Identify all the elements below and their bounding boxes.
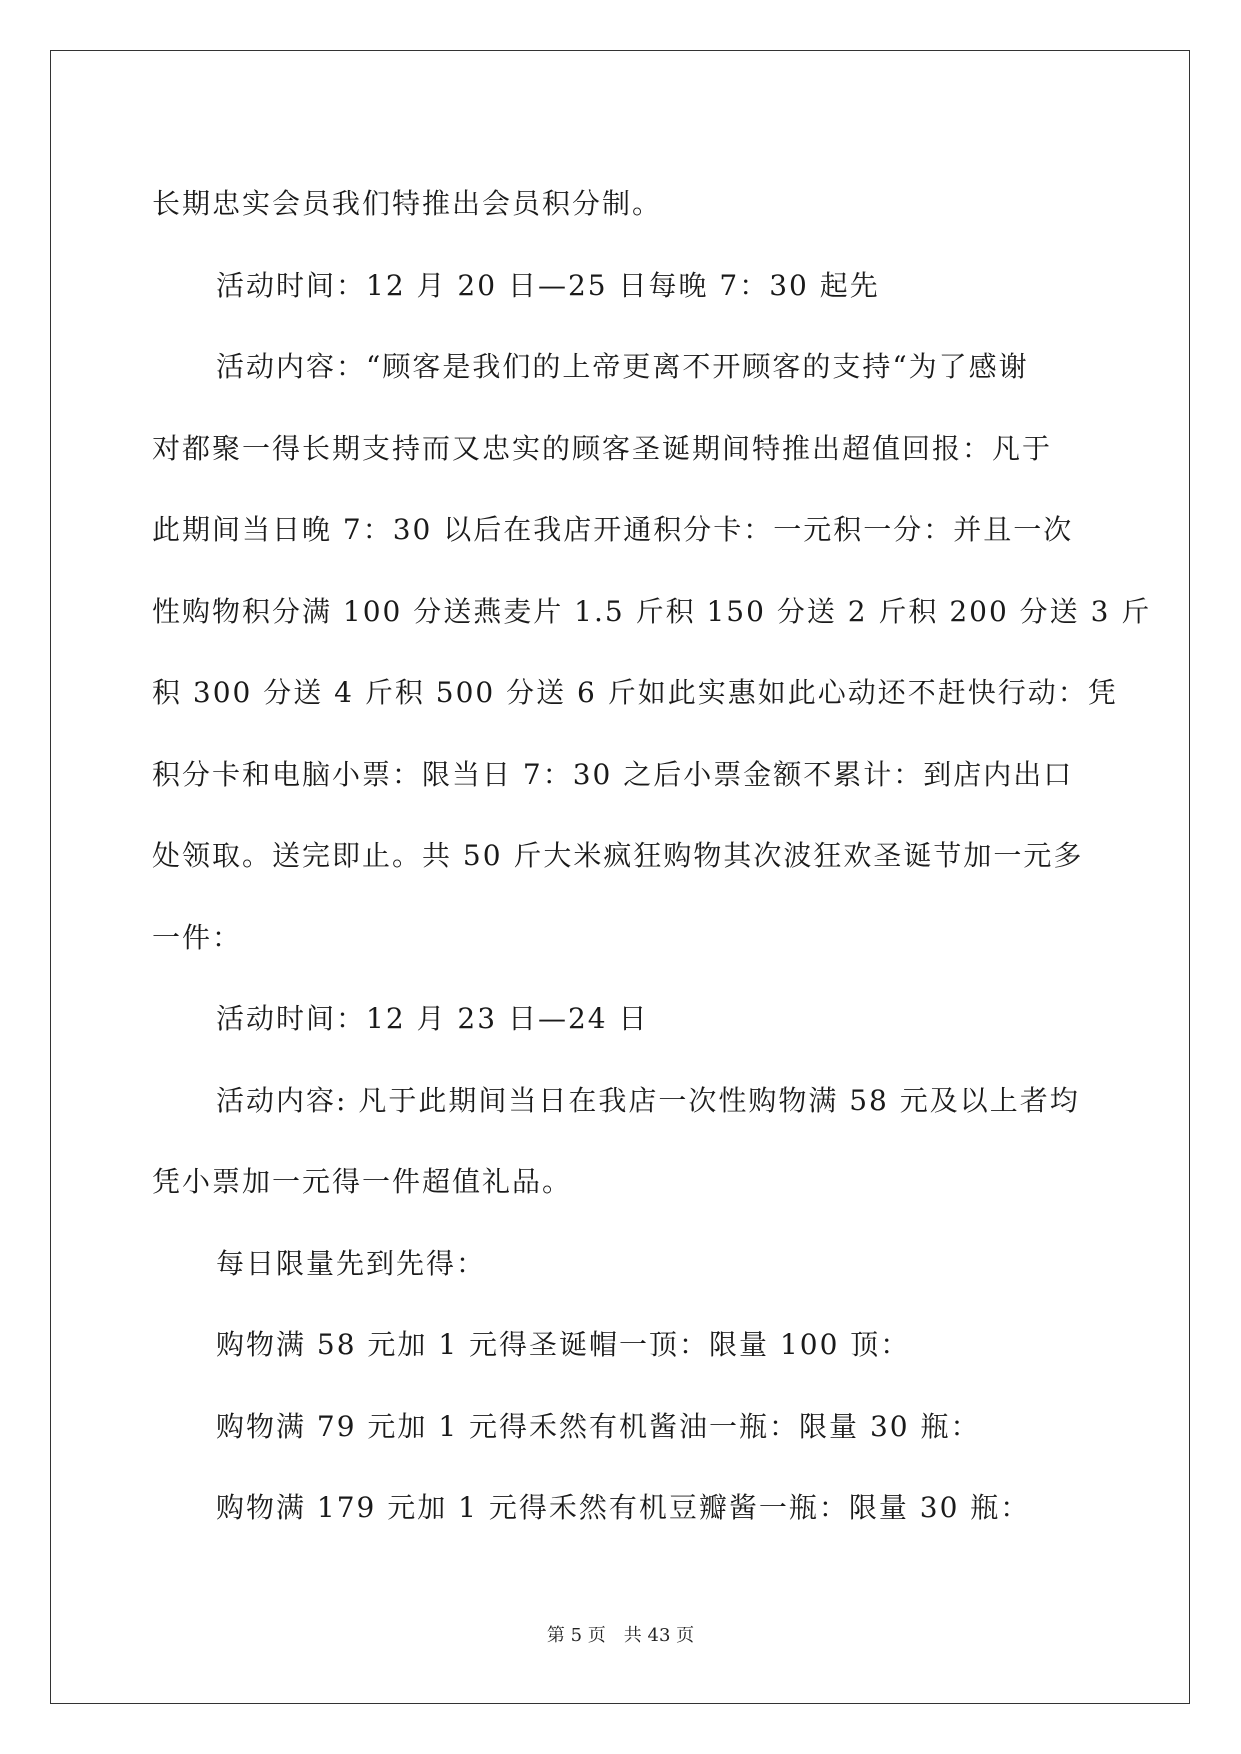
paragraph-line: 购物满 58 元加 1 元得圣诞帽一顶：限量 100 顶： (216, 1328, 911, 1361)
page-number: 第 5 页 (546, 1625, 606, 1646)
paragraph-line: 购物满 179 元加 1 元得禾然有机豆瓣酱一瓶：限量 30 瓶： (216, 1491, 1031, 1524)
paragraph-line: 购物满 79 元加 1 元得禾然有机酱油一瓶：限量 30 瓶： (216, 1409, 981, 1443)
paragraph-line: 此期间当日晚 7：30 以后在我店开通积分卡：一元积一分：并且一次 (152, 513, 1074, 546)
paragraph-line: 对都聚一得长期支持而又忠实的顾客圣诞期间特推出超值回报：凡于 (152, 431, 1053, 465)
paragraph-line: 积 300 分送 4 斤积 500 分送 6 斤如此实惠如此心动还不赶快行动：凭 (152, 676, 1118, 709)
paragraph-line: 性购物积分满 100 分送燕麦片 1.5 斤积 150 分送 2 斤积 200 分送 3 斤 (152, 594, 1152, 628)
paragraph-line: 积分卡和电脑小票：限当日 7：30 之后小票金额不累计：到店内出口 (152, 757, 1074, 791)
paragraph-line: 每日限量先到先得： (216, 1246, 487, 1280)
page-footer (0, 1621, 1241, 1647)
paragraph-line: 活动内容: 凡于此期间当日在我店一次性购物满 58 元及以上者均 (216, 1083, 1080, 1117)
paragraph-line: 活动时间：12 月 23 日—24 日 (216, 1002, 649, 1035)
paragraph-line: 长期忠实会员我们特推出会员积分制。 (152, 187, 663, 220)
paragraph-line: 活动时间：12 月 20 日—25 日每晚 7：30 起先 (216, 268, 880, 302)
paragraph-line: 活动内容：“顾客是我们的上帝更离不开顾客的支持“为了感谢 (216, 350, 1029, 383)
paragraph-line: 一件： (152, 920, 243, 954)
page-total: 共 43 页 (623, 1625, 695, 1646)
document-body (152, 163, 1152, 1549)
paragraph-line: 处领取。送完即止。共 50 斤大米疯狂购物其次波狂欢圣诞节加一元多 (152, 839, 1084, 872)
paragraph-line: 凭小票加一元得一件超值礼品。 (152, 1165, 573, 1198)
